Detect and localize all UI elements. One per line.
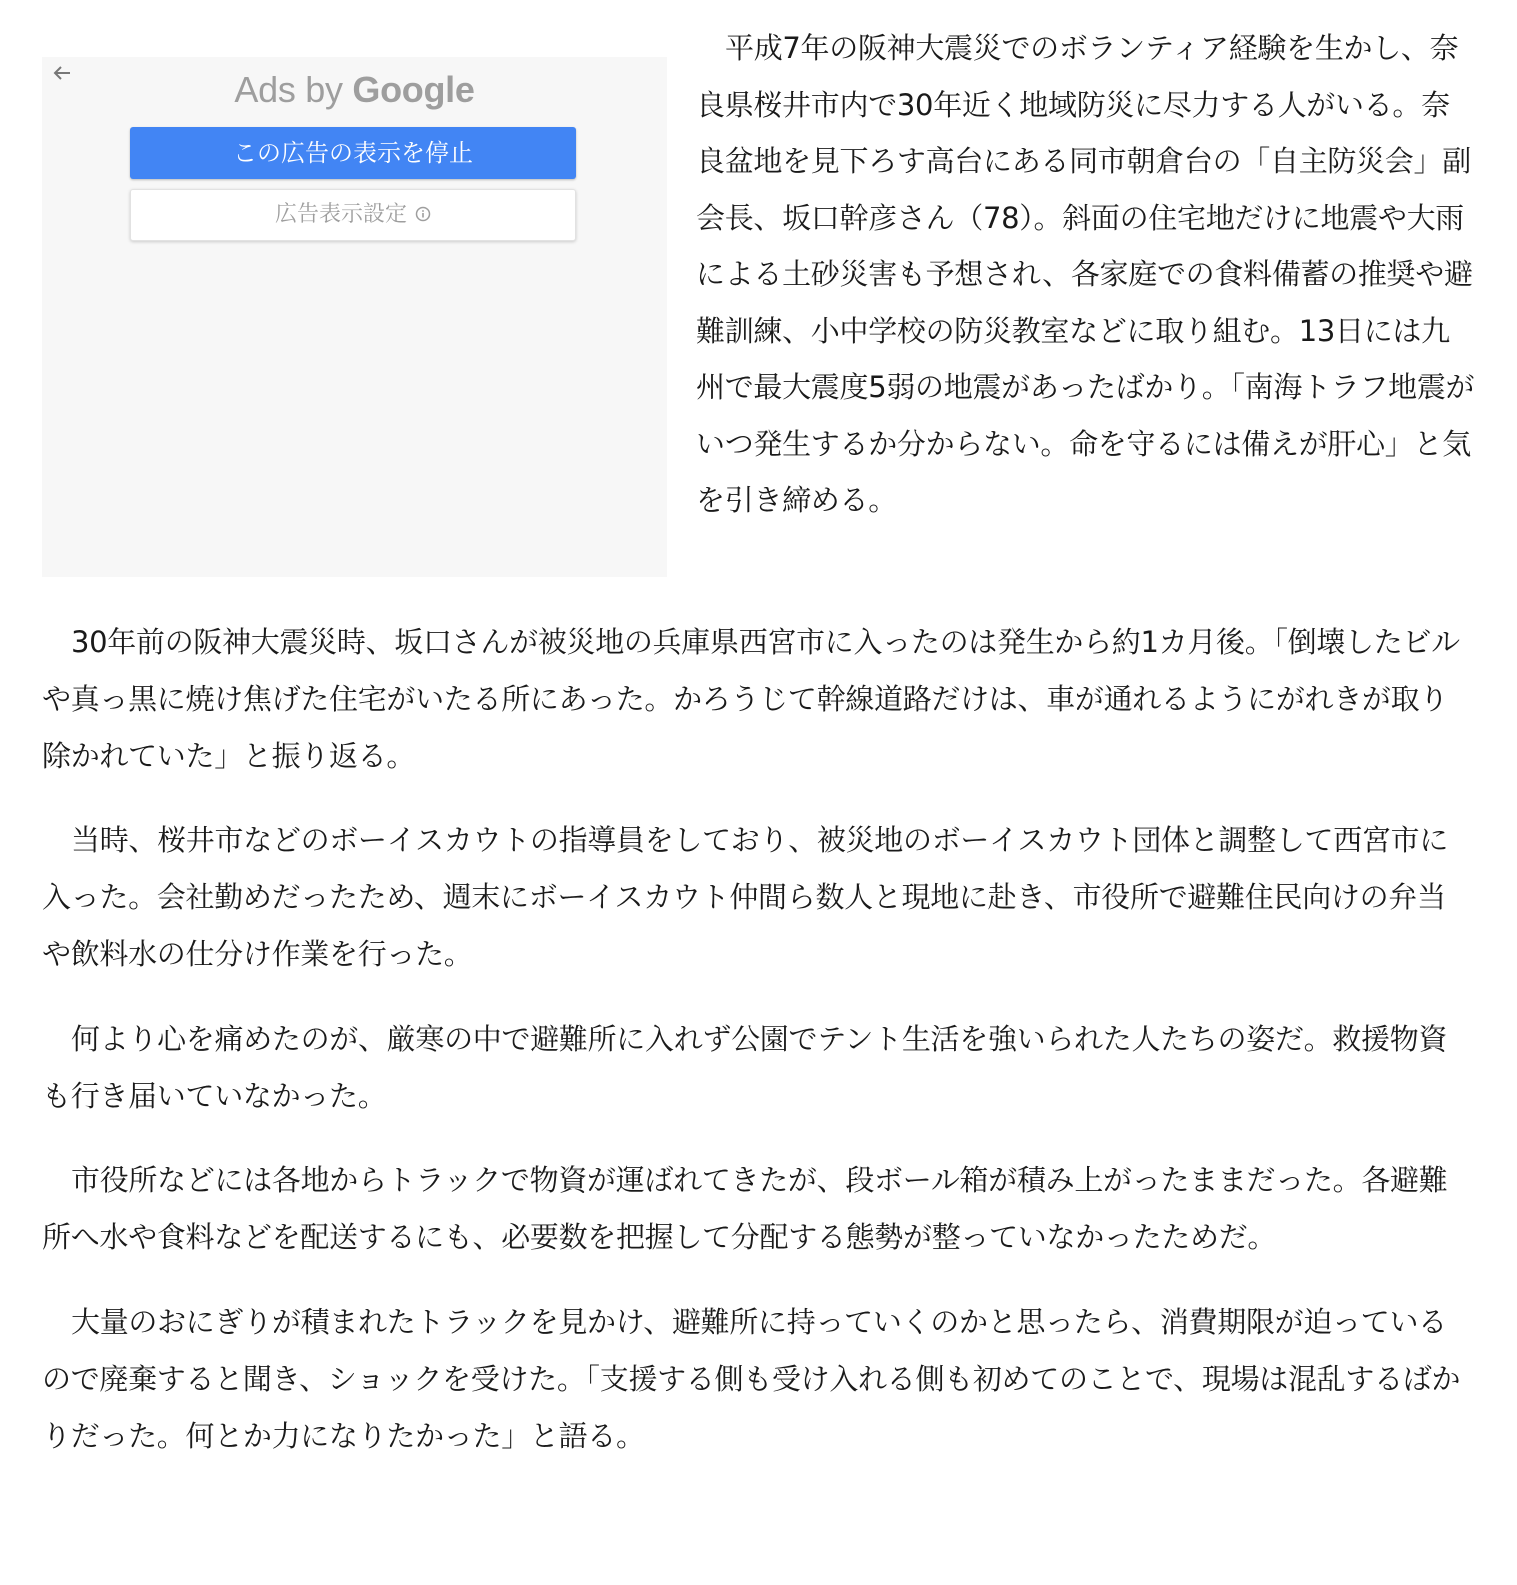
article-body (42, 614, 1462, 1492)
article-paragraph: 30年前の阪神大震災時、坂口さんが被災地の兵庫県西宮市に入ったのは発生から約1カ月後。「倒壊したビルや真っ黒に焼け焦げた住宅がいたる所にあった。かろうじて幹線道路だけは、車が通れるようにがれきが取り除かれていた」と振り返る。 (42, 625, 1460, 773)
stop-ad-button[interactable]: この広告の表示を停止 (130, 127, 576, 179)
article-paragraph: 当時、桜井市などのボーイスカウトの指導員をしており、被災地のボーイスカウト団体と調整して西宮市に入った。会社勤めだったため、週末にボーイスカウト仲間ら数人と現地に赴き、市役所で避難住民向けの弁当や飲料水の仕分け作業を行った。 (42, 823, 1449, 971)
google-brand: Google (352, 69, 475, 110)
ad-container (42, 57, 667, 577)
article-paragraph: 大量のおにぎりが積まれたトラックを見かけ、避難所に持っていくのかと思ったら、消費期限が迫っているので廃棄すると聞き、ショックを受けた。「支援する側も受け入れる側も初めてのことで、現場は混乱するばかりだった。何とか力になりたかった」と語る。 (42, 1304, 1461, 1453)
article-lead-paragraph: 平成7年の阪神大震災でのボランティア経験を生かし、奈良県桜井市内で30年近く地域防災に尽力する人がいる。奈良盆地を見下ろす高台にある同市朝倉台の「自主防災会」副会長、坂口幹彦さん（78）。斜面の住宅地だけに地震や大雨による土砂災害も予想され、各家庭での食料備蓄の推奨や避難訓練、小中学校の防災教室などに取り組む。13日には九州で最大震度5弱の地震があったばかり。「南海トラフ地震がいつ発生するか分からない。命を守るには備えが肝心」と気を引き締める。 (696, 31, 1475, 517)
ad-settings-label: 広告表示設定 (274, 202, 407, 227)
info-icon (415, 206, 431, 222)
ad-settings-button[interactable] (130, 189, 576, 241)
article-paragraph: 何より心を痛めたのが、厳寒の中で避難所に入れず公園でテント生活を強いられた人たちの姿だ。救援物資も行き届いていなかった。 (42, 1021, 1448, 1113)
ads-by-google-label (42, 69, 667, 111)
ads-by-prefix: Ads by (234, 69, 353, 110)
article-paragraph: 市役所などには各地からトラックで物資が運ばれてきたが、段ボール箱が積み上がったままだった。各避難所へ水や食料などを配送するにも、必要数を把握して分配する態勢が整っていなかったためだ。 (42, 1163, 1448, 1255)
